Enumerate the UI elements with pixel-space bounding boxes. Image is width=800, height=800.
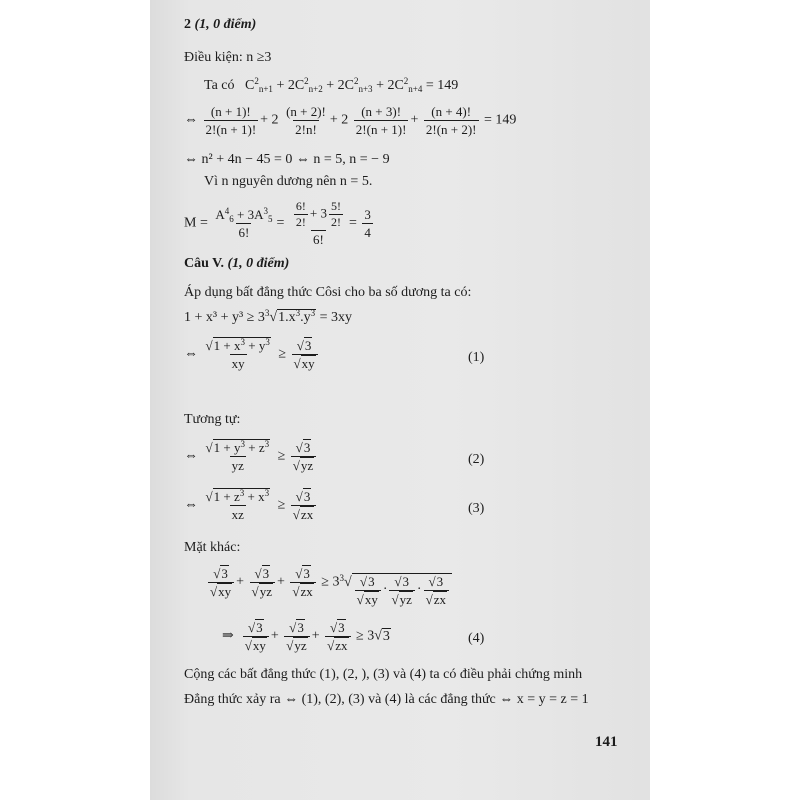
inequality-3: ⇔ $\frac{√1 + z^3 + x^3}{xz}$ ≥ $\frac{√3}{√zx}$ <box>184 489 318 522</box>
dangthuc-line: Đẳng thức xảy ra ⇔ (1), (2), (3) và (4) là các đẳng thức ⇔ x = y = z = 1 <box>184 692 589 707</box>
label-3: (3) <box>468 501 485 516</box>
equation-3: ⇔ n² + 4n − 45 = 0 ⇔ n = 5, n = − 9 <box>184 152 390 167</box>
section-heading-2: 2 (1, 0 điểm) <box>184 17 257 32</box>
m-formula: M = $\frac{A^4_6 + 3A^3_5}{6!}$ = $\frac{6!}{2!}$ + 3 $\frac{5!}{2!}$ 6! = $\frac{3}{4}$ <box>184 199 371 247</box>
label-4: (4) <box>468 631 485 646</box>
inequality-1: ⇔ $\frac{√1 + x^3 + y^3}{xy}$ ≥ $\frac{√3}{√xy}$ <box>184 338 320 371</box>
page-number: 141 <box>595 734 618 750</box>
cau-v-heading: Câu V. (1, 0 điểm) <box>184 256 290 271</box>
tuongtu-line: Tương tự: <box>184 412 241 427</box>
book-page <box>150 0 650 800</box>
matkhac-line: Mặt khác: <box>184 540 241 555</box>
inequality-4: ⇒ $\frac{√3}{√xy}$ + $\frac{√3}{√yz}$ + $\frac{√3}{√zx}$ ≥ 3√3 <box>222 620 390 653</box>
amgm-inequality: $1 + x^3 + y^3 \ge 3^3√1.x^3.y^3 = 3xy$ <box>184 308 352 325</box>
inequality-2: ⇔ $\frac{√1 + y^3 + z^3}{yz}$ ≥ $\frac{√3}{√yz}$ <box>184 440 318 473</box>
equation-1: Ta có $C^2_{n+1} + 2C^2_{n+2} + 2C^2_{n+3} + 2C^2_{n+4} = 149$ <box>204 76 459 94</box>
conclusion-n: Vì n nguyên dương nên n = 5. <box>204 174 373 189</box>
cong-line: Cộng các bất đẳng thức (1), (2, ), (3) và (4) ta có điều phải chứng minh <box>184 667 583 682</box>
label-1: (1) <box>468 350 485 365</box>
label-2: (2) <box>468 452 485 467</box>
equation-2: ⇔ $\frac{(n + 1)!}{2!(n + 1)!}$ + 2 $\frac{(n + 2)!}{2!n!}$ + 2 $\frac{(n + 3)!}{2!(n + 1)!}$ + $\frac{(n + 4)!}{2!(n + 2)!}$ = 149 <box>184 104 517 137</box>
amgm-sqrt-terms: $\frac{√3}{√xy}$ + $\frac{√3}{√yz}$ + $\frac{√3}{√zx}$ ≥ $3^3√$ $\frac{√3}{√xy}$ · $\frac{√3}{√yz}$ · $\frac{√3}{√zx}$ <box>206 566 452 607</box>
condition-line: Điều kiện: n ≥3 <box>184 50 272 65</box>
apdung-line: Áp dụng bất đẳng thức Côsi cho ba số dương ta có: <box>184 285 472 300</box>
